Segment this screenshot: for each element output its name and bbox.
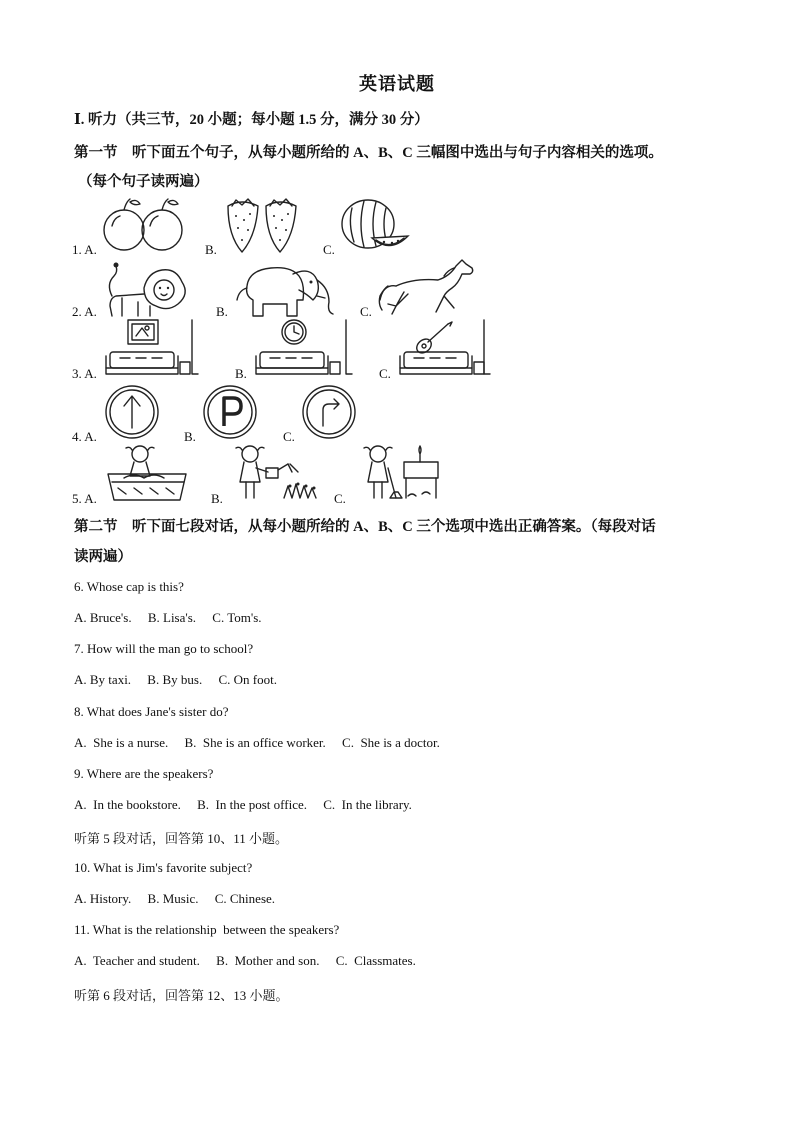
question-6: 6. Whose cap is this? (74, 579, 184, 594)
question-6-options: A. Bruce's. B. Lisa's. C. Tom's. (74, 610, 262, 625)
item-4-label: 4. A. (72, 429, 97, 444)
item-2c-label: C. (360, 304, 372, 319)
section1-instruction: 第一节 听下面五个句子，从每小题所给的 A、B、C 三幅图中选出与句子内容相关的选项。 (74, 145, 663, 161)
section2-instruction-cont: 读两遍） (74, 549, 132, 565)
item-3-label: 3. A. (72, 366, 97, 381)
note-dialogue-5: 听第 5 段对话，回答第 10、11 小题。 (74, 831, 289, 846)
item-5-label: 5. A. (72, 491, 97, 506)
item-4b-label: B. (184, 429, 196, 444)
elephant-icon (233, 260, 337, 320)
section1-instruction-cont: （每个句子读两遍） (78, 174, 209, 190)
item-1c-label: C. (323, 242, 335, 257)
item-1-label: 1. A. (72, 242, 97, 257)
question-7: 7. How will the man go to school? (74, 641, 254, 656)
part1-header: Ⅰ. 听力（共三节，20 小题；每小题 1.5 分，满分 30 分） (74, 112, 429, 128)
page-title: 英语试题 (359, 74, 435, 94)
go-straight-sign-icon (104, 384, 160, 440)
item-1b-label: B. (205, 242, 217, 257)
two-apples-icon (102, 196, 186, 256)
item-3b-label: B. (235, 366, 247, 381)
two-strawberries-icon (222, 196, 304, 256)
question-11-options: A. Teacher and student. B. Mother and son. C. Classmates. (74, 953, 416, 968)
sofa-with-picture-icon (102, 318, 198, 380)
item-2-label: 2. A. (72, 304, 97, 319)
note-dialogue-6: 听第 6 段对话，回答第 12、13 小题。 (74, 988, 289, 1003)
question-11: 11. What is the relationship between the speakers? (74, 922, 340, 937)
parking-sign-icon (202, 384, 258, 440)
question-10: 10. What is Jim's favorite subject? (74, 860, 253, 875)
item-2b-label: B. (216, 304, 228, 319)
question-7-options: A. By taxi. B. By bus. C. On foot. (74, 672, 277, 687)
girl-sweeping-floor-icon (348, 442, 444, 504)
turn-right-sign-icon (301, 384, 357, 440)
item-4c-label: C. (283, 429, 295, 444)
horse-icon (374, 256, 478, 318)
sofa-with-guitar-icon (396, 318, 492, 380)
item-5c-label: C. (334, 491, 346, 506)
watermelon-icon (338, 196, 410, 256)
girl-washing-clothes-icon (104, 442, 192, 504)
question-10-options: A. History. B. Music. C. Chinese. (74, 891, 276, 906)
section2-instruction: 第二节 听下面七段对话，从每小题所给的 A、B、C 三个选项中选出正确答案。（每段对话 (74, 519, 656, 535)
lion-icon (104, 258, 196, 320)
girl-watering-flowers-icon (228, 442, 318, 504)
question-9: 9. Where are the speakers? (74, 766, 214, 781)
sofa-with-clock-icon (252, 318, 352, 380)
question-8: 8. What does Jane's sister do? (74, 704, 229, 719)
item-3c-label: C. (379, 366, 391, 381)
item-5b-label: B. (211, 491, 223, 506)
question-9-options: A. In the bookstore. B. In the post office. C. In the library. (74, 797, 412, 812)
question-8-options: A. She is a nurse. B. She is an office worker. C. She is a doctor. (74, 735, 440, 750)
